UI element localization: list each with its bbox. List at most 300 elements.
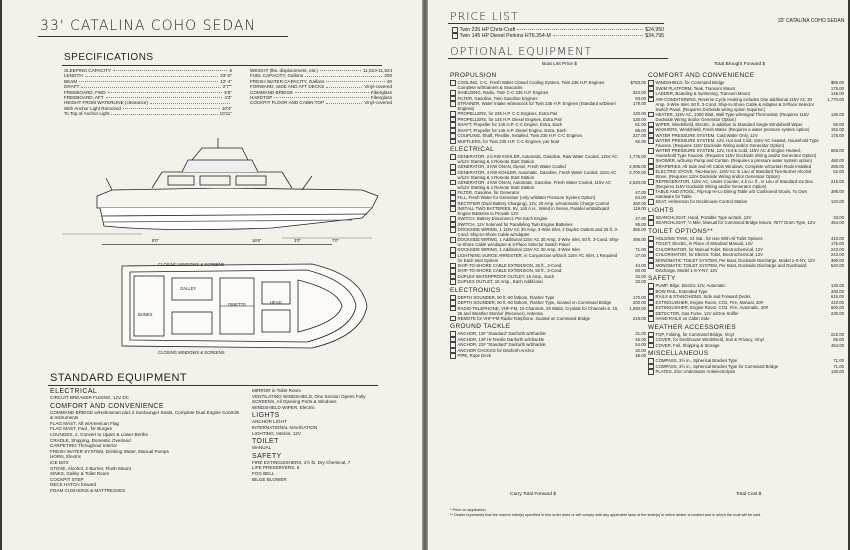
option-text: DOCKSIDE WIRING, 1 115V AC 30 Amp, 3-Wire Inlet, 4 Duplex Outlets and 25 ft. 3-Cond. Ship-to-Shore Cable w/Adapter xyxy=(457,227,619,237)
option-price: 324.00 xyxy=(632,90,646,95)
option-price: 215.00 xyxy=(830,179,844,184)
checkbox[interactable] xyxy=(648,138,654,144)
spec-leader xyxy=(113,68,228,71)
spec-leader xyxy=(150,100,230,103)
checkbox[interactable] xyxy=(450,353,456,359)
price-leader xyxy=(553,35,643,36)
option-price: 32.00 xyxy=(635,347,646,353)
checkbox[interactable] xyxy=(648,369,654,375)
checkbox[interactable] xyxy=(450,101,456,107)
option-text: DETECTOR, Gas Fume, 12V w/One Sniffer xyxy=(655,310,739,316)
option-price: 61.00 xyxy=(635,122,646,127)
option-text: RECTIFIER (Dual Battery Charging), 12V, 20 Amp, w/Automatic Charge Control xyxy=(457,200,610,206)
spec-value: Fiberglass xyxy=(370,89,392,95)
option-text: PROPELLERS, for 145 H.P. Diesel Engines, Extra Pair xyxy=(457,116,563,122)
checkbox[interactable] xyxy=(450,279,456,285)
option-price: 454.00 xyxy=(830,342,844,348)
standard-item: WINDSHIELD WIPER, Electric xyxy=(252,404,315,410)
option-price: 45.00 xyxy=(635,336,646,342)
standard-item: SINKS, Galley & Toilet Room xyxy=(50,471,110,477)
plan-label-windows-bottom: CLOSING WINDOWS & SCREENS xyxy=(158,350,225,355)
standard-item: CARPETING Throughout Interior xyxy=(50,443,118,449)
standard-item: COCKPIT STEP xyxy=(50,476,84,482)
spec-leader xyxy=(106,95,223,98)
option-text: COMPASS, 3½ in., Spherical Bracket Type xyxy=(655,358,738,363)
standard-section-heading: ELECTRICAL xyxy=(50,388,98,395)
option-text: SWITCH, 12V Solenoid for Paralleling Twin Engine Batteries xyxy=(457,221,573,227)
option-price: 130.00 xyxy=(830,369,844,374)
spec-value: 200 xyxy=(384,73,392,79)
spec-value: 2'7"" xyxy=(222,84,232,90)
option-text: FILTER, Gasoline, for Generator xyxy=(457,189,520,195)
option-text: REFRIGERATOR, 115V AC, Under Counter, 4.5 cu. ft., in Lieu of Standard Ice Box. (Requires 115V Dockside Wiring and/or Generator Option) xyxy=(655,179,814,189)
total-brought-forward: Total Brought Forward $ xyxy=(714,62,766,67)
option-row xyxy=(450,237,646,247)
option-text: SHIP-TO-SHORE CABLE EXTENSION, 25 ft., 3-Cond. xyxy=(457,262,563,268)
dim-2: 16'6" xyxy=(252,238,262,243)
spec-value: Vinyl-covered xyxy=(364,100,392,106)
dim-3: 3'0" xyxy=(294,238,301,243)
option-row xyxy=(450,101,646,111)
option-text: COUPLING, Shaft, Flexible, Installed, Twin 235 H.P. C-C Engines xyxy=(457,133,583,138)
spec-value: 11,610-11,824 xyxy=(363,68,392,73)
option-text: SHAFT, Propeller for 145 H.P. C-C Engine, Extra, Each xyxy=(457,122,563,127)
option-text: DOCKSIDE WIRING, 1 Additional 115V AC 30 Amp, 3-Wire Inlet, 50 ft. 3-Cond. Ship-to-Shore Cable w/Adapter & 3-Place Selector Switch Panel xyxy=(457,237,620,247)
spec-value: 10'4" xyxy=(221,105,232,111)
option-text: SWIM PLATFORM, Teak, Transom Mount xyxy=(655,85,736,91)
spec-label: FORWARD, SIDE AND AFT DECKS xyxy=(250,84,325,90)
spec-row xyxy=(250,100,392,105)
option-price: 355.00 xyxy=(632,227,646,232)
checkbox[interactable] xyxy=(450,139,456,145)
checkbox[interactable] xyxy=(648,169,654,175)
standard-item: ANCHOR LIGHT xyxy=(252,419,287,425)
standard-item: FLAG MAST, Aft w/American Flag xyxy=(50,420,119,426)
option-price: 145.00 xyxy=(830,91,844,96)
checkbox[interactable] xyxy=(648,263,654,269)
option-price: 47.00 xyxy=(635,216,646,221)
option-category: GROUND TACKLE xyxy=(450,323,511,330)
option-text: SHIELDING, Radio, Twin C-C 235 H.P. Engines xyxy=(457,90,549,95)
spec-label: FREEBOARD, AFT xyxy=(64,95,104,101)
optional-col-1 xyxy=(450,70,646,359)
total-cost: Total Cost $ xyxy=(736,492,762,497)
option-text: DEPTH SOUNDER, 60 ft.-60 fathom, Flasher Type, located on Command Bridge xyxy=(457,300,612,305)
option-price: 495.00 xyxy=(632,237,646,242)
standard-item: VENTILATING WINDSHIELD, One Section Opens Fully xyxy=(252,393,366,399)
option-price: 2,700.00 xyxy=(629,169,646,175)
option-text: TOILET, Electric, in Place of Standard Manual, 12V xyxy=(655,241,753,246)
option-row xyxy=(648,148,844,158)
standard-equipment-heading: STANDARD EQUIPMENT xyxy=(50,372,188,384)
carry-total-forward: Carry Total Forward $ xyxy=(510,492,557,497)
option-price: 1,770.00 xyxy=(827,96,844,102)
standard-item: CRADLE, Shipping, Domestic Overland xyxy=(50,437,131,443)
option-price: 460.00 xyxy=(830,158,844,163)
spec-label: FUEL CAPACITY, Gallons xyxy=(250,73,304,79)
checkbox[interactable] xyxy=(450,237,456,243)
spec-label: HEIGHT FROM WATERLINE (clearance) xyxy=(64,100,148,106)
standard-item: FOG BELL xyxy=(252,470,275,476)
option-price: $783.00 xyxy=(630,80,646,85)
standard-section-heading: LIGHTS xyxy=(252,412,280,420)
option-text: PUMP, Bilge, Electric 12V, Automatic xyxy=(655,283,726,288)
option-row xyxy=(648,369,844,375)
option-category: MISCELLANEOUS xyxy=(648,350,709,357)
option-text: TOP, Folding, for Command Bridge, Vinyl xyxy=(655,331,734,337)
option-text: PIPE, Rope Deck xyxy=(457,353,491,358)
plan-label-windows-top: CLOSING WINDOWS & SCREENS xyxy=(158,262,225,267)
spec-value: Fiberglass xyxy=(370,95,392,101)
optional-col-2 xyxy=(648,70,844,375)
standard-item: LOUNGES, 2, Convert to Upper & Lower Berths xyxy=(50,431,148,437)
option-text: ANCHOR, 13# Hi-Tensile Danforth w/Shackle xyxy=(457,336,545,342)
option-price: 600.00 xyxy=(830,305,844,310)
option-text: COOLING, C-C, Fresh Water Closed Cooling System, Twin 235 H.P. Engines Complete w/Strainers & Seacocks xyxy=(457,80,605,90)
option-text: ELECTRIC STOVE, Two-Burner, 115V AC in Lieu of Standard Two-Burner Alcohol Stove. (Requires 115V Dockside Wiring and/or Generator Option) xyxy=(655,169,812,179)
option-text: SHAFT, Propeller for 145 H.P. Diesel Engine, Extra, Each xyxy=(457,127,567,133)
option-text: BOW RAIL, Extended Type xyxy=(655,288,708,294)
option-price: 27.00 xyxy=(635,252,646,258)
option-text: AIR-CONDITIONING, Reverse Cycle Heating includes One additional 115V AC 30 Amp. 3-Wire Inlet, 50 ft. 3-Cond. Ship-to-Shore Cable & Adapter & 3-Place Selector Switch Panel, (Requires Dockside wiring option required.) xyxy=(655,96,815,112)
spec-value: 5'6" xyxy=(224,89,232,95)
option-category: WEATHER ACCESSORIES xyxy=(648,323,737,331)
option-text: DOCKSIDE WIRING, 1 Additional 115V AC 30 Amp, 3-Wire Inlet xyxy=(457,247,580,252)
spec-leader xyxy=(111,111,217,114)
spec-label: WEIGHT (lbs. displacement, est.) xyxy=(250,68,319,73)
optional-equipment-heading: OPTIONAL EQUIPMENT xyxy=(450,45,593,58)
checkbox[interactable] xyxy=(648,179,654,185)
checkbox[interactable] xyxy=(450,253,456,259)
option-text: PLATES, Zinc Underwater Antielectrolysis xyxy=(655,369,736,374)
spec-leader xyxy=(79,79,218,82)
option-price: 120.00 xyxy=(632,116,646,122)
option-price: 2,620.00 xyxy=(629,179,646,185)
option-text: COMPASS, 3½ in., Spherical Bracket Type for Command Bridge xyxy=(655,363,779,369)
option-text: MUFFLERS, for Twin 235 H.P. C-C Engines, per boat xyxy=(457,138,560,144)
option-price: 230.00 xyxy=(830,310,844,316)
option-text: SEAT, Helmsman for Deckhouse Control Station xyxy=(655,199,748,204)
spec-leader xyxy=(326,79,385,82)
option-price: 33.00 xyxy=(833,214,844,220)
option-text: RAILS & STANCHIONS, Side and Forward Decks xyxy=(655,294,751,299)
option-price: 162.00 xyxy=(830,127,844,132)
plan-label-head: HEAD xyxy=(270,300,282,305)
option-text: WINDSHIELD, for Command Bridge xyxy=(655,80,725,85)
option-text: MONOMATIC TOILET SYSTEM, Per Boat, Dockside Discharge and Overboard Discharge, Model 1-S-Y-NY, 12V xyxy=(655,263,807,273)
option-row xyxy=(648,316,844,322)
spec-label: To Top of Anchor Light xyxy=(64,111,110,117)
option-text: WASHERS, Windshield, Fresh Water. (Requires a water pressure system option) xyxy=(655,127,810,132)
checkbox[interactable] xyxy=(648,97,654,103)
option-text: HOLDING TANK, 24 Gal., for Use With All Toilet Options xyxy=(655,235,763,241)
spec-label: COCKPIT FLOOR AND CABIN TOP xyxy=(250,100,325,106)
checkbox[interactable] xyxy=(450,154,456,160)
spec-value: 40 xyxy=(386,78,392,84)
option-text: ANCHOR, 22# "Standard" Danforth w/Shackle xyxy=(457,342,546,347)
checkbox[interactable] xyxy=(648,316,654,322)
spec-label: LENGTH xyxy=(64,73,83,79)
option-text: GENERATOR, 4 KW KOHLER, Automatic, Gasoline, Fresh Water Cooled, 115V AC w/12V Starting & 1 Remote Start Station xyxy=(457,169,617,180)
option-text: CHLORINATOR, for Electric Toilet, Electrochemical, 12V xyxy=(655,252,763,257)
checkbox[interactable] xyxy=(450,80,456,86)
option-text: MONOMATIC TOILET SYSTEM, Per Boat, Dockside Discharge, Model 1-S-NY, 12V xyxy=(655,257,816,263)
footnote-1: * Price on application. xyxy=(450,508,487,512)
spec-leader xyxy=(274,95,368,98)
plan-label-dinette: DINETTE xyxy=(228,302,246,307)
option-row xyxy=(648,169,844,179)
option-text: GENERATOR, 2.5 KW KOHLER, Automatic, Gasoline, Raw Water Cooled, 115V AC w/12V Starting & 1 Remote Start Station xyxy=(457,154,618,164)
spec-leader xyxy=(85,73,219,76)
checkbox[interactable] xyxy=(450,170,456,176)
option-price: 95.00 xyxy=(635,221,646,227)
checkbox[interactable] xyxy=(648,220,654,226)
standard-item: INTERNATIONAL NAVIGATION xyxy=(252,424,318,430)
option-text: PROPELLERS, for 235 H.P. C-C Engines, Extra Pair xyxy=(457,111,558,116)
spec-label: DRAFT xyxy=(64,84,80,90)
option-price: 119.00 xyxy=(633,206,646,211)
checkbox[interactable] xyxy=(450,227,456,233)
option-price: 175.00 xyxy=(830,241,844,246)
option-text: LIGHTNING SURGE ARRESTER, in Conjunction w/Dock 115V AC Inlet, 1 Required for Each Inlet System xyxy=(457,252,618,263)
option-price: 410.00 xyxy=(830,299,844,305)
checkbox[interactable] xyxy=(648,148,654,154)
option-price: 395.00 xyxy=(830,189,844,194)
option-row xyxy=(648,112,844,122)
option-row xyxy=(648,138,844,148)
option-price: 243.00 xyxy=(830,252,844,257)
option-category: TOILET OPTIONS** xyxy=(648,227,714,235)
option-price: 66.00 xyxy=(635,127,646,133)
left-page xyxy=(2,0,422,550)
option-row xyxy=(450,353,646,359)
option-price: 222.00 xyxy=(830,331,844,337)
spec-label: BEAM xyxy=(64,78,78,84)
option-text: TABLE AND STOOL, Flip-top Hi-Lo Dining Table w/2 Cushioned Stools, To Own Hardware for Table xyxy=(655,189,808,199)
checkbox[interactable] xyxy=(450,316,456,322)
checkbox[interactable] xyxy=(648,199,654,205)
specs-left xyxy=(64,68,232,117)
option-price: 120.00 xyxy=(632,111,646,116)
specs-right xyxy=(250,68,392,106)
standard-section-heading: COMFORT AND CONVENIENCE xyxy=(50,402,164,410)
standard-item: MIRROR in Toilet Room xyxy=(252,388,301,393)
spec-label: COMMAND BRIDGE xyxy=(250,89,294,95)
option-text: FILTER, Gasoline, Twin Gasoline Engines xyxy=(457,95,538,101)
option-price: 1,050.00 xyxy=(629,305,646,311)
option-category: LIGHTS xyxy=(648,206,674,214)
option-row xyxy=(450,170,646,180)
option-text: SHOWER, w/Sump Pump and Curtain. (Requires a pressure water system option) xyxy=(655,158,812,163)
model-title: 33' CATALINA COHO SEDAN xyxy=(40,18,256,34)
option-row xyxy=(450,80,646,90)
standard-item: FLAG MAST, Fwd., for Burgee xyxy=(50,426,113,432)
option-text: WATER PRESSURE SYSTEM, Cold Water Only, 12V xyxy=(655,132,758,138)
option-row xyxy=(450,180,646,190)
option-text: REMOTE for VHF-FM Radio-Telephone, located on Command Bridge xyxy=(457,315,591,321)
standard-item: LIFE PRESERVERS, 6 xyxy=(252,465,300,471)
option-row xyxy=(450,227,646,237)
option-text: DUPLEX OUTLET, 15 Amp., Each Additional xyxy=(457,279,543,284)
option-text: WIPER, Windshield, Electric, in addition to Standard Single Windshield Wiper xyxy=(655,121,803,127)
option-price: 54.00 xyxy=(635,195,646,200)
option-row xyxy=(648,199,844,205)
option-row xyxy=(648,220,844,226)
option-text: SWITCH, Battery Disconnect, Per Each Engine xyxy=(457,216,548,221)
option-text: ANCHOR CHOCKS for Danforth Anchor xyxy=(457,347,535,353)
standard-item: MANUAL xyxy=(252,445,272,451)
option-row xyxy=(450,306,646,316)
option-row xyxy=(648,179,844,189)
option-text: STRAINER, Water Intake w/Seacock for Twin 235 H.P. Engines (Standard w/Diesel Engines) xyxy=(457,101,616,111)
option-price: 48.00 xyxy=(635,353,646,358)
option-price: 71.00 xyxy=(635,247,646,252)
option-price: 71.00 xyxy=(833,358,844,363)
standard-section-heading: TOILET xyxy=(252,438,279,446)
option-row xyxy=(648,97,844,112)
option-price: 260.00 xyxy=(632,200,646,206)
option-price: 175.00 xyxy=(830,85,844,91)
option-price: 227.00 xyxy=(632,133,646,138)
spec-value: 33'-0" xyxy=(220,73,232,79)
option-price: 60.00 xyxy=(833,121,844,127)
option-category: SAFETY xyxy=(648,275,676,282)
option-row xyxy=(450,316,646,322)
spec-label: SLEEPING CAPACITY xyxy=(64,68,111,73)
option-price: 200.00 xyxy=(632,300,646,305)
standard-col-2 xyxy=(252,388,412,482)
option-row xyxy=(450,206,646,216)
standard-item: STOVE, Alcohol, 2-Burner, Flush Mount xyxy=(50,465,131,471)
spec-leader xyxy=(320,68,361,71)
option-row xyxy=(450,279,646,285)
spec-label: FRESH WATER CAPACITY, Gallons xyxy=(250,78,325,84)
standard-item: COMMAND BRIDGE w/Helmsman plus 2 Sunlounger Seats, Complete Dual Engine Controls & Instruments xyxy=(50,409,240,421)
spec-value: 12'-4" xyxy=(220,78,232,84)
option-text: INSTALL TWO BATTERIES, 6V, 140 A.H., Wired in Series, Parallel w/Starboard Engine Batteries to Provide 12V xyxy=(457,206,610,216)
option-price: 2,995.00 xyxy=(629,164,646,169)
checkbox[interactable] xyxy=(648,189,654,195)
option-price xyxy=(822,316,844,322)
option-text: GENERATOR, 4 KW ONAN, Automatic, Gasoline, Fresh Water Cooled, 115V AC w/12V Starting & 1 Remote Start Station xyxy=(457,179,612,190)
standard-item: FIRE EXTINGUISHERS, 2½ lb. Dry Chemical, 7 xyxy=(252,459,351,465)
option-text: DRAPERIES, All Side and Aft Cabin Windows, Complete w/Curtain Rods Installed xyxy=(655,163,812,169)
option-price: 85.00 xyxy=(833,337,844,342)
spec-leader xyxy=(123,106,220,109)
spec-leader xyxy=(326,84,362,87)
option-price: 665.00 xyxy=(830,148,844,153)
option-text: HAND RAILS on Cabin Side xyxy=(655,316,710,321)
option-price: 615.00 xyxy=(830,294,844,299)
option-category: COMFORT AND CONVENIENCE xyxy=(648,72,755,79)
option-text: EXTINGUISHER, Engine Room, CO2, Fire, Automatic, 20# xyxy=(655,305,768,310)
dim-4: 7'0" xyxy=(332,238,339,243)
checkbox[interactable] xyxy=(450,306,456,312)
option-price: 32.00 xyxy=(635,273,646,279)
checkbox[interactable] xyxy=(450,206,456,212)
option-price: 135.00 xyxy=(830,111,844,117)
option-text: SHIP-TO-SHORE CABLE EXTENSION, 50 ft., 3-Cond. xyxy=(457,268,563,273)
option-price: 71.00 xyxy=(833,363,844,369)
option-text: GENERATOR, 3 KW ONAN, Diesel, Fresh Water Cooled xyxy=(457,164,566,169)
spec-label: HARDTOP xyxy=(250,95,273,101)
checkbox[interactable] xyxy=(648,343,654,349)
option-category: ELECTRICAL xyxy=(450,146,495,153)
option-text: WATER PRESSURE SYSTEM, 12V, Hot & Cold, 115V AC & Engine Heated, Household Type Faucets. (Requires 115V Dockside Wiring and/or Generator Option) xyxy=(655,148,817,158)
price-label: Twin 235 HP Chris-Craft xyxy=(459,27,516,33)
option-price: 130.00 xyxy=(830,283,844,288)
option-price: 44.00 xyxy=(635,262,646,268)
spec-label: With Anchor Light Removed xyxy=(64,105,121,111)
footnote-2: ** Dealer represents that the marine toilet(s) specified in this order does or will comply with any applicable laws of the state(s) in which dealer is located and in which the boat will be sold. xyxy=(450,513,762,517)
checkbox[interactable] xyxy=(452,27,458,33)
option-price: 54.00 xyxy=(635,342,646,347)
option-text: ANCHOR, 13# "Standard" Danforth w/Shackle xyxy=(457,331,546,336)
spec-leader xyxy=(81,84,220,87)
checkbox[interactable] xyxy=(450,180,456,186)
right-model-title: 33' CATALINA COHO SEDAN xyxy=(778,18,845,24)
dim-1: 8'0" xyxy=(152,238,159,243)
price-value: $34,795 xyxy=(645,33,664,39)
option-text: EXTINGUISHER, Engine Room, CO2, Fire, Manual, 20# xyxy=(655,299,764,305)
spec-leader xyxy=(295,90,369,93)
option-text: DEPTH SOUNDER, 60 ft.-60 fathom, Flasher Type xyxy=(457,294,555,300)
price-leader xyxy=(517,29,643,30)
spec-label: FREEBOARD, FWD xyxy=(64,89,106,95)
specifications-heading: SPECIFICATIONS xyxy=(64,52,154,63)
price-value: $24,950 xyxy=(645,27,664,33)
standard-section-heading: SAFETY xyxy=(252,452,282,460)
standard-item: HORN, Electric xyxy=(50,454,82,460)
standard-item: FOAM CUSHIONS & MATTRESSES xyxy=(50,487,126,493)
spec-value: Vinyl-covered xyxy=(364,84,392,90)
option-category: ELECTRONICS xyxy=(450,286,501,294)
option-text: RADIO-TELEPHONE, VHF-FM, 10 Channels, 25 Watts, Crystals for Channels 6, 16, 26 and Weather Monitor (Receiver), Antenna xyxy=(457,305,619,316)
option-row xyxy=(450,253,646,263)
standard-item: FRESH WATER SYSTEM, Drinking Water, Manual Pumps xyxy=(50,448,169,454)
option-text: CHLORINATOR, for Manual Toilet, Electrochemical, 12V xyxy=(655,246,763,252)
plan-label-galley: GALLEY xyxy=(180,286,197,291)
option-price: $85.00 xyxy=(830,80,844,85)
boat-list-price: Boat List Price $ xyxy=(542,62,577,67)
standard-col-1 xyxy=(50,386,240,494)
option-price: 120.00 xyxy=(830,199,844,204)
option-row xyxy=(648,263,844,273)
checkbox[interactable] xyxy=(648,112,654,118)
option-price: 410.00 xyxy=(830,235,844,241)
price-list xyxy=(452,27,664,39)
checkbox[interactable] xyxy=(452,33,458,39)
option-price: 330.00 xyxy=(830,288,844,294)
option-price: 92.00 xyxy=(635,138,646,144)
option-text: COVER, Full, Shipping & Storage xyxy=(655,342,720,348)
option-text: LADDER, Boarding & Swimming, Transom Mount xyxy=(655,91,750,96)
spec-value: 4'3" xyxy=(224,95,232,101)
standard-item: SCREENS, All Opening Ports & Windows xyxy=(252,399,337,405)
option-row xyxy=(450,139,646,145)
option-price: 170.00 xyxy=(632,294,646,300)
option-price: 60.00 xyxy=(635,268,646,273)
option-price: 93.00 xyxy=(635,95,646,101)
option-price: 219.00 xyxy=(632,315,646,321)
boat-profile-drawing xyxy=(42,138,402,248)
option-text: FILL, Fresh Water for Generator (only w/Water Pressure System Option) xyxy=(457,195,596,200)
option-text: COVER, for Deckhouse Windshield, Sun & Privacy, Vinyl xyxy=(655,337,764,342)
option-price: 1,775.00 xyxy=(629,154,646,159)
option-price: 52.00 xyxy=(833,169,844,174)
price-label: Twin 145 HP Diesel Perkins HT6.354-M xyxy=(459,33,551,39)
option-price: 454.00 xyxy=(830,220,844,225)
